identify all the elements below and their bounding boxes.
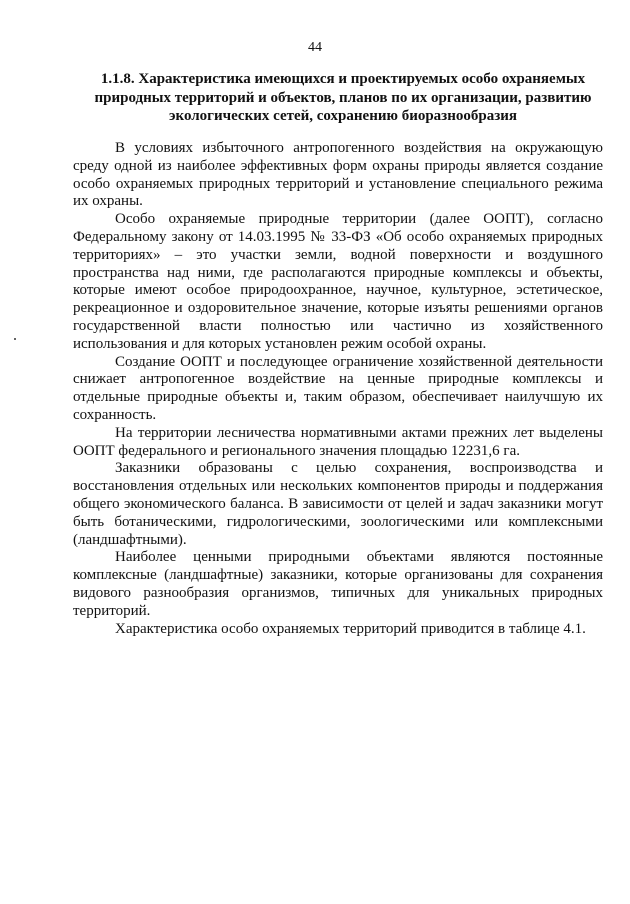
margin-mark	[14, 338, 16, 340]
paragraph: На территории лесничества нормативными актами прежних лет выделены ООПТ федерального и регионального значения площадью 12231,6 га.	[73, 424, 603, 459]
section-heading: 1.1.8. Характеристика имеющихся и проектируемых особо охраняемых природных территорий и объектов, планов по их организации, развитию экологических сетей, сохранению биоразнообразия	[94, 71, 592, 124]
paragraph: Особо охраняемые природные территории (далее ООПТ), согласно Федеральному закону от 14.03.1995 № 33-ФЗ «Об особо охраняемых природных территориях» – это участки земли, водной поверхности и воздушного пространства над ними, где располагаются природные комплексы и объекты, которые имеют особое природоохранное, научное, культурное, эстетическое, рекреационное и оздоровительное значение, которые изъяты решениями органов государственной власти полностью или частично из хозяйственного использования и для которых установлен режим особой охраны.	[73, 211, 603, 352]
paragraph: Характеристика особо охраняемых территорий приводится в таблице 4.1.	[115, 620, 586, 637]
page-number: 44	[308, 40, 322, 55]
paragraph: Создание ООПТ и последующее ограничение хозяйственной деятельности снижает антропогенное воздействие на ценные природные комплексы и отдельные природные объекты и, таким образом, обеспечивает наилучшую их сохранность.	[73, 353, 603, 423]
paragraph: Наиболее ценными природными объектами являются постоянные комплексные (ландшафтные) заказники, которые организованы для сохранения видового разнообразия организмов, типичных для уникальных природных территорий.	[73, 549, 603, 619]
body-text	[73, 140, 603, 638]
paragraph: В условиях избыточного антропогенного воздействия на окружающую среду одной из наиболее эффективных форм охраны природы является создание особо охраняемых природных территорий и установление специального режима их охраны.	[73, 140, 603, 210]
paragraph: Заказники образованы с целью сохранения, воспроизводства и восстановления отдельных или нескольких компонентов природы и поддержания общего экономического баланса. В зависимости от целей и задач заказники могут быть ботаническими, гидрологическими, зоологическими или комплексными (ландшафтными).	[73, 460, 603, 548]
